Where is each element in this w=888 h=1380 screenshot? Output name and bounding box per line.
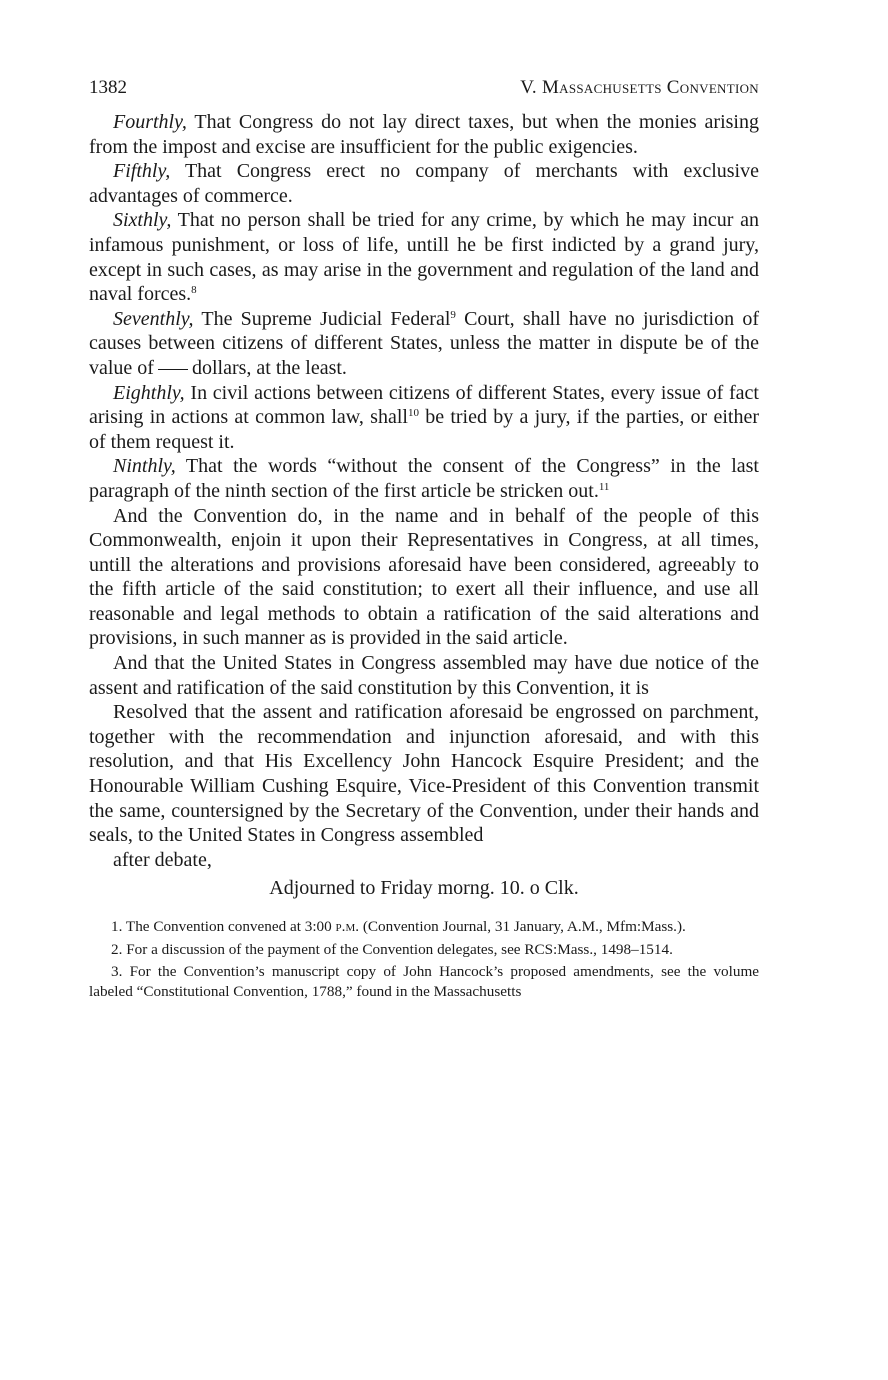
lead-word: Fourthly, xyxy=(113,111,187,133)
paragraph-text: be tried by a jury, if the parties, or either of them request it. xyxy=(89,406,759,453)
document-page xyxy=(89,76,759,1004)
paragraph-seventhly xyxy=(89,307,759,381)
footnote-ref: 9 xyxy=(450,308,456,321)
blank-line xyxy=(158,368,188,370)
paragraph-text: That no person shall be tried for any crime, by which he may incur an infamous punishment, or loss of life, untill he be first indicted by a grand jury, except in such cases, as may arise in the government and regulation of the land and naval forces. xyxy=(89,209,759,306)
running-title: V. Massachusetts Convention xyxy=(520,77,759,98)
footnote-ref: 11 xyxy=(598,480,610,493)
footnote-ref: 10 xyxy=(407,407,419,420)
footnotes xyxy=(89,917,759,1001)
paragraph-eighthly xyxy=(89,381,759,455)
running-head xyxy=(89,76,759,100)
page-number: 1382 xyxy=(89,77,127,98)
lead-word: Ninthly, xyxy=(113,455,176,478)
lead-word: Seventhly, xyxy=(113,307,194,330)
lead-word: Eighthly, xyxy=(113,381,185,404)
lead-word: Sixthly, xyxy=(113,209,172,232)
paragraph-text: dollars, at the least. xyxy=(191,356,347,379)
paragraph-resolved: Resolved that the assent and ratification aforesaid be engrossed on parchment, together with the recommendation and injunction aforesaid, and with this resolution, and that His Excellency John Hancock Esquire President; and the Honourable William Cushing Esquire, Vice-President of this Convention transmit the same, countersigned by the Secretary of the Convention, under their hands and seals, to the United States in Congress assembled xyxy=(89,701,759,847)
footnote-2: 2. For a discussion of the payment of the Convention delegates, see RCS:Mass., 1498–1514. xyxy=(111,940,673,958)
paragraph-text: That Congress do not lay direct taxes, but when the monies arising from the impost and excise are insufficient for the public exigencies. xyxy=(89,111,759,158)
paragraph-after-debate: after debate, xyxy=(113,848,212,871)
paragraph-sixthly xyxy=(89,208,759,306)
paragraph-text: That the words “without the consent of the Congress” in the last paragraph of the ninth section of the first article be stricken out. xyxy=(89,455,759,502)
paragraph-notice: And that the United States in Congress assembled may have due notice of the assent and ratification of the said constitution by this Convention, it is xyxy=(89,652,759,699)
adjournment-line: Adjourned to Friday morng. 10. o Clk. xyxy=(269,877,579,900)
body-text xyxy=(89,110,759,872)
footnote-1 xyxy=(89,917,759,937)
paragraph-text: That Congress erect no company of merchants with exclusive advantages of commerce. xyxy=(89,160,759,207)
footnote-smallcaps: p.m. xyxy=(335,918,360,935)
paragraph-injunction: And the Convention do, in the name and in behalf of the people of this Commonwealth, enjoin it upon their Representatives in Congress, at all times, untill the alterations and provisions aforesaid have been considered, agreeably to the fifth article of the said constitution; to exert all their influence, and use all reasonable and legal methods to obtain a ratification of the said alterations and provisions, in such manner as is provided in the said article. xyxy=(89,504,759,650)
paragraph-fifthly xyxy=(89,159,759,208)
paragraph-fourthly xyxy=(89,110,759,159)
footnote-ref: 8 xyxy=(191,284,197,297)
footnote-3: 3. For the Convention’s manuscript copy of John Hancock’s proposed amendments, see the volume labeled “Constitutional Convention, 1788,” found in the Massachusetts xyxy=(89,963,759,1000)
footnote-text: 1. The Convention convened at 3:00 xyxy=(111,918,336,935)
footnote-text: (Convention Journal, 31 January, A.M., Mfm:Mass.). xyxy=(359,918,686,935)
paragraph-text: The Supreme Judicial Federal xyxy=(193,307,451,330)
paragraph-text: In civil actions between citizens of different States, every issue of fact arising in actions at common law, shall xyxy=(89,381,759,429)
lead-word: Fifthly, xyxy=(113,160,171,183)
paragraph-ninthly xyxy=(89,454,759,503)
paragraph-text: Court, shall have no jurisdiction of causes between citizens of different States, unless the matter in dispute be of the value of xyxy=(89,307,759,379)
